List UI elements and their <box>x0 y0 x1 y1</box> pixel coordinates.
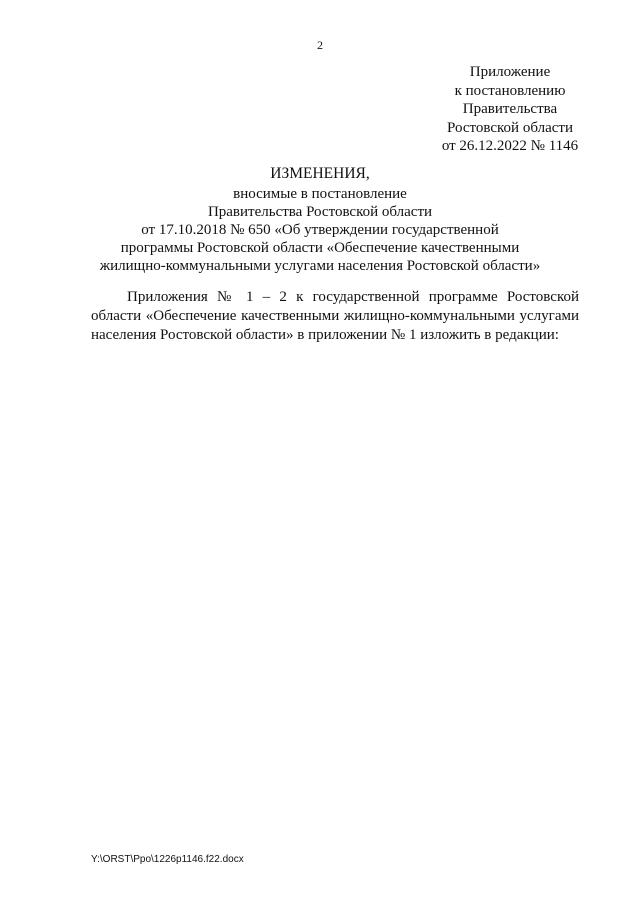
appendix-line: от 26.12.2022 № 1146 <box>441 138 579 154</box>
heading-line: жилищно-коммунальными услугами населения Ростовской области» <box>99 258 541 274</box>
heading-line: вносимые в постановление <box>233 186 407 202</box>
appendix-line: Правительства <box>462 101 558 117</box>
appendix-reference <box>430 63 590 156</box>
appendix-line: к постановлению <box>454 82 566 99</box>
body-paragraph: Приложения № 1 – 2 к государственной программе Ростовской области «Обеспечение качественными жилищно-коммунальными услугами населения Ростовской области» в приложении № 1 изложить в редакции: <box>91 289 579 343</box>
document-heading <box>60 165 580 275</box>
footer-file-path: Y:\ORST\Ppo\1226p1146.f22.docx <box>91 854 244 865</box>
heading-line: программы Ростовской области «Обеспечение качественными <box>120 240 520 256</box>
heading-line: от 17.10.2018 № 650 «Об утверждении государственной <box>141 222 499 238</box>
page-number: 2 <box>317 38 323 52</box>
heading-line: Правительства Ростовской области <box>207 204 433 220</box>
appendix-line: Приложение <box>469 64 551 80</box>
heading-title: ИЗМЕНЕНИЯ, <box>270 165 370 182</box>
appendix-line: Ростовской области <box>447 119 573 136</box>
